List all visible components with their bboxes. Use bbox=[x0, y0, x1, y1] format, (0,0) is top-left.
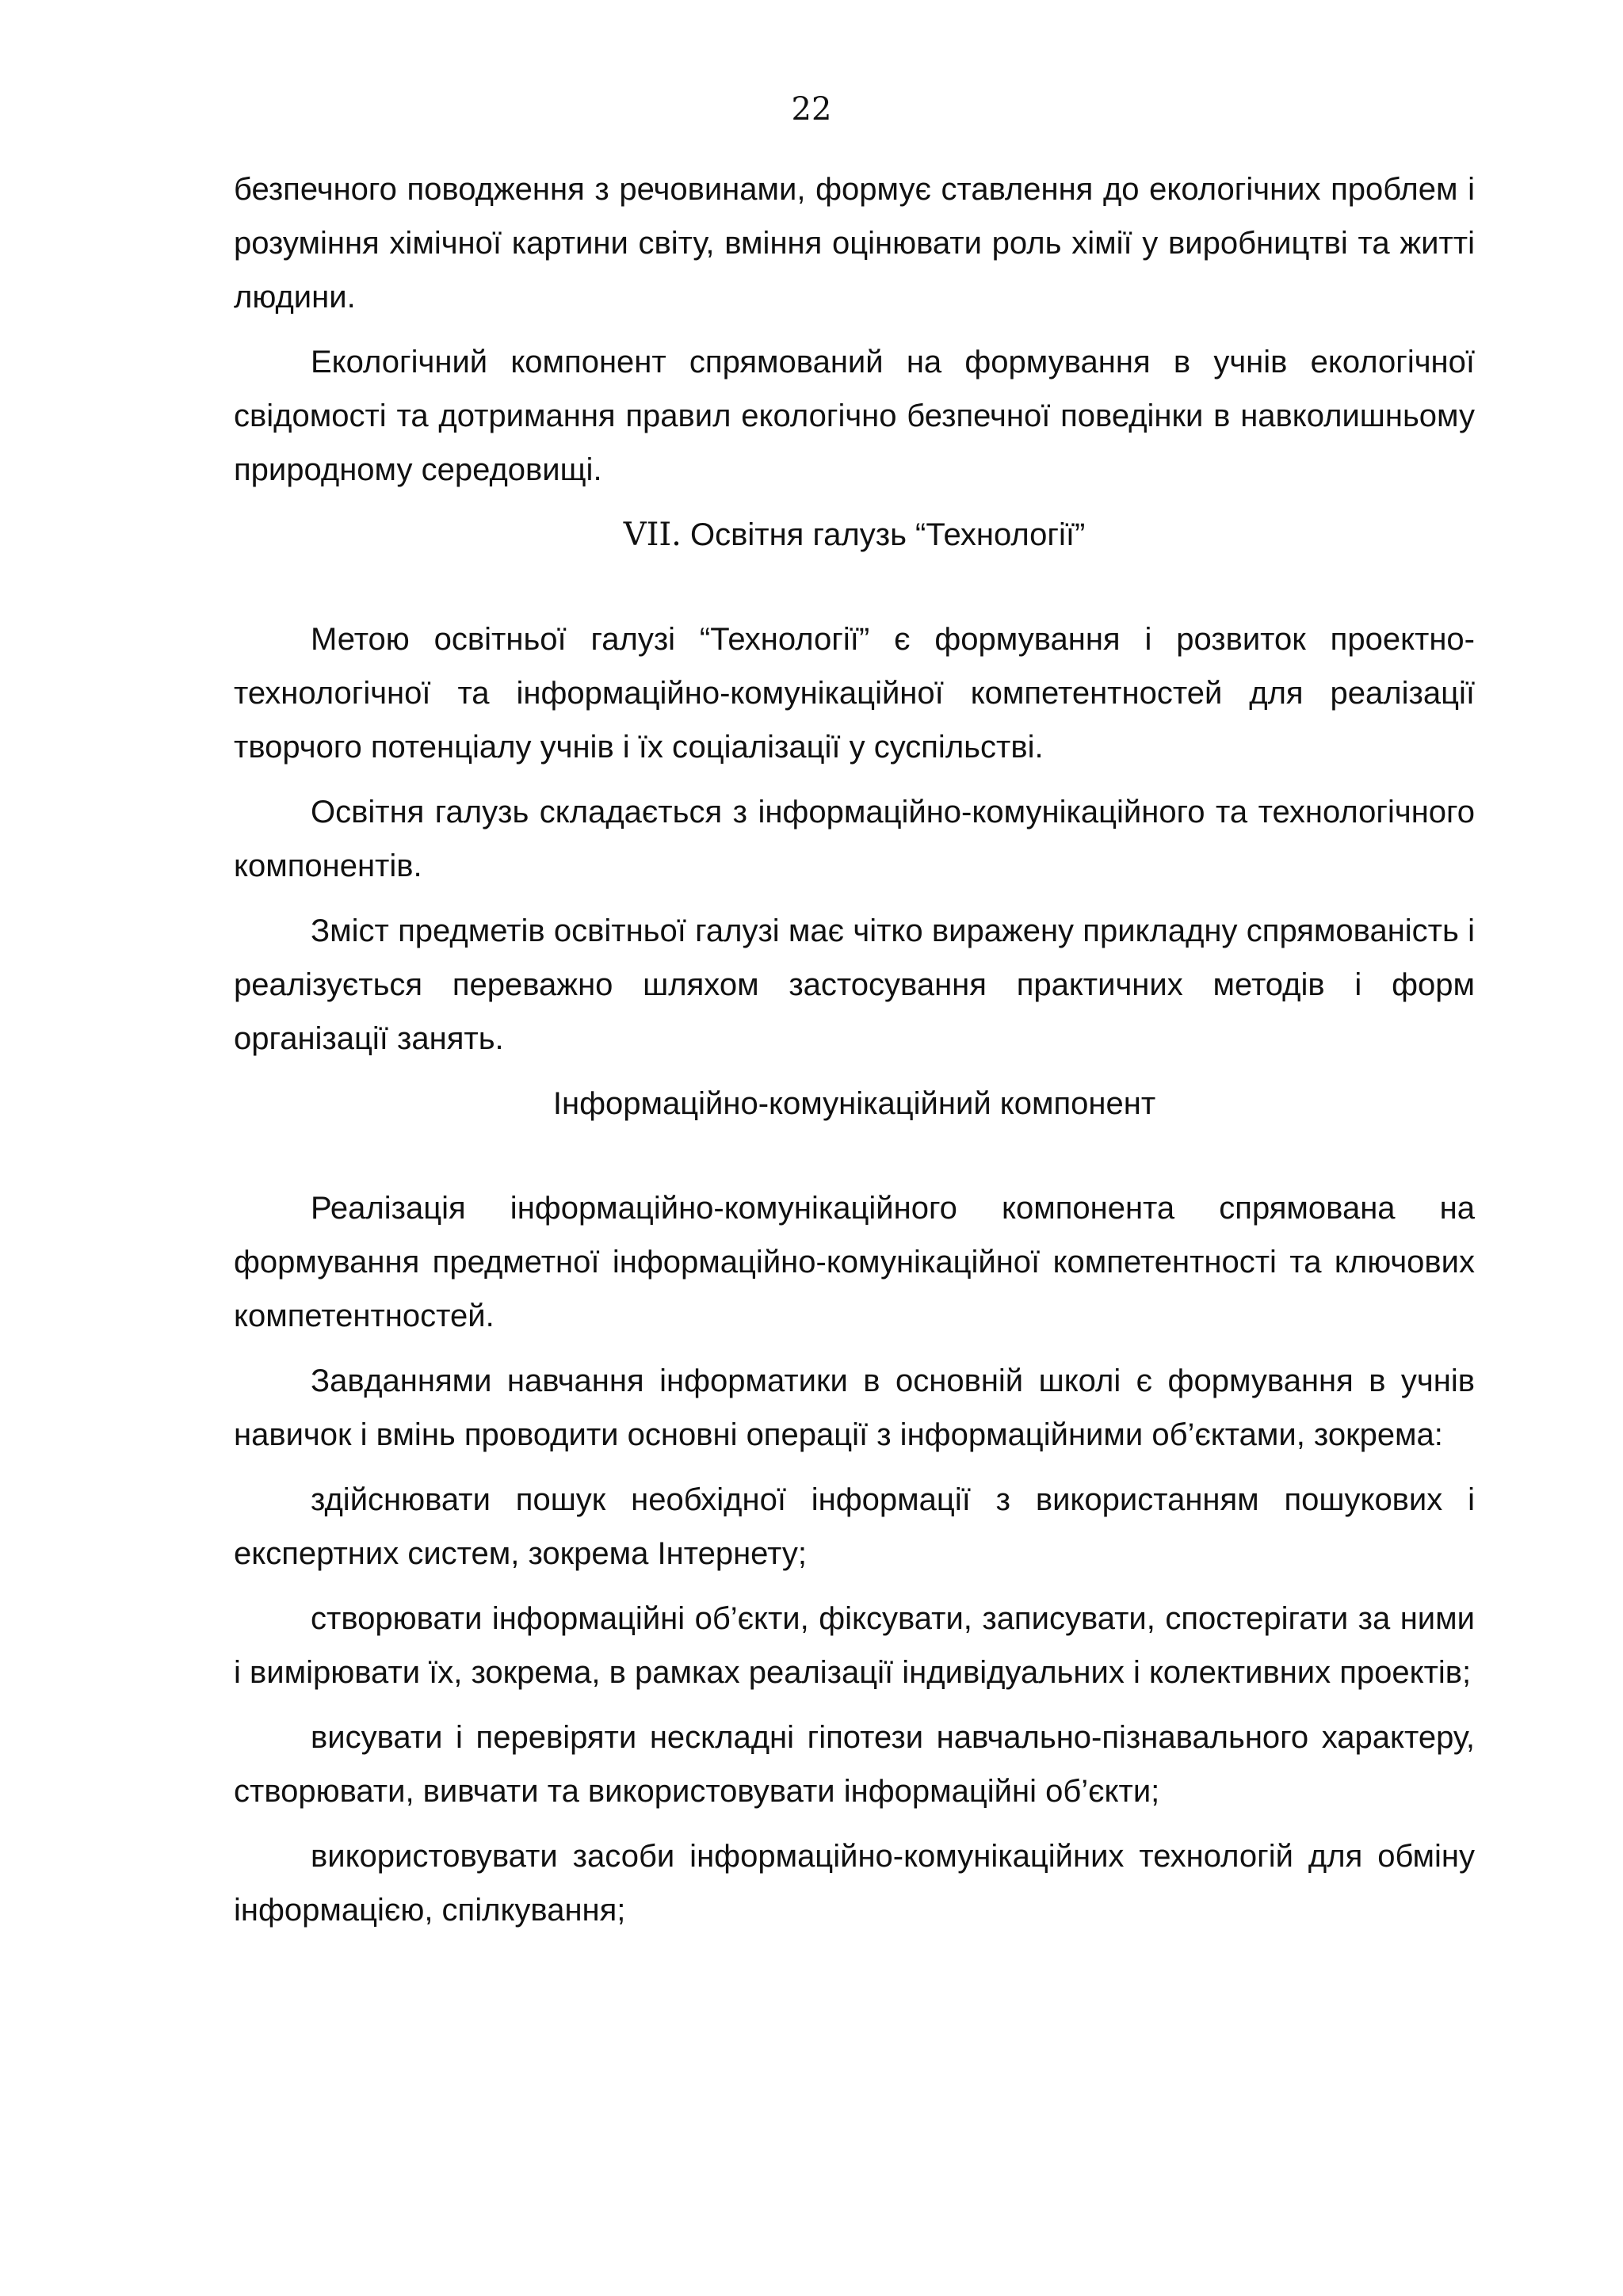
list-item-hypotheses: висувати і перевіряти нескладні гіпотези навчально-пізнавального характеру, створювати, вивчати та використовувати інформаційні об’єкти; bbox=[234, 1720, 1475, 1809]
paragraph-goal: Метою освітньої галузі “Технології” є формування і розвиток проектно-технологічної та інформаційно-комунікаційної компетентностей для реалізації творчого потенціалу учнів і їх соціалізації у суспільстві. bbox=[234, 622, 1475, 765]
section-heading-technologies bbox=[234, 508, 1475, 562]
section-heading-roman-numeral: VII. bbox=[623, 517, 682, 553]
paragraph-continuation: безпечного поводження з речовинами, формує ставлення до екологічних проблем і розуміння хімічної картини світу, вміння оцінювати роль хімії у виробництві та житті людини. bbox=[234, 172, 1475, 315]
section-heading-title: Освітня галузь “Технології” bbox=[681, 517, 1086, 552]
paragraph-ict-implementation: Реалізація інформаційно-комунікаційного компонента спрямована на формування предметної інформаційно-комунікаційної компетентності та ключових компетентностей. bbox=[234, 1191, 1475, 1333]
paragraph-tasks: Завданнями навчання інформатики в основній школі є формування в учнів навичок і вмінь проводити основні операції з інформаційними об’єктами, зокрема: bbox=[234, 1363, 1475, 1452]
page-number: 22 bbox=[791, 91, 832, 128]
paragraph-content: Зміст предметів освітньої галузі має чітко виражену прикладну спрямованість і реалізується переважно шляхом застосування практичних методів і форм організації занять. bbox=[234, 913, 1475, 1056]
list-item-create: створювати інформаційні об’єкти, фіксувати, записувати, спостерігати за ними і вимірювати їх, зокрема, в рамках реалізації індивідуальних і колективних проектів; bbox=[234, 1601, 1475, 1690]
list-item-communication: використовувати засоби інформаційно-комунікаційних технологій для обміну інформацією, спілкування; bbox=[234, 1839, 1475, 1928]
subsection-heading-ict: Інформаційно-комунікаційний компонент bbox=[552, 1086, 1156, 1121]
paragraph-ecological-component: Екологічний компонент спрямований на формування в учнів екологічної свідомості та дотримання правил екологічно безпечної поведінки в навколишньому природному середовищі. bbox=[234, 345, 1475, 487]
list-item-search: здійснювати пошук необхідної інформації з використанням пошукових і експертних систем, зокрема Інтернету; bbox=[234, 1482, 1475, 1571]
paragraph-structure: Освітня галузь складається з інформаційно-комунікаційного та технологічного компонентів. bbox=[234, 795, 1475, 883]
page-body bbox=[234, 162, 1475, 1948]
